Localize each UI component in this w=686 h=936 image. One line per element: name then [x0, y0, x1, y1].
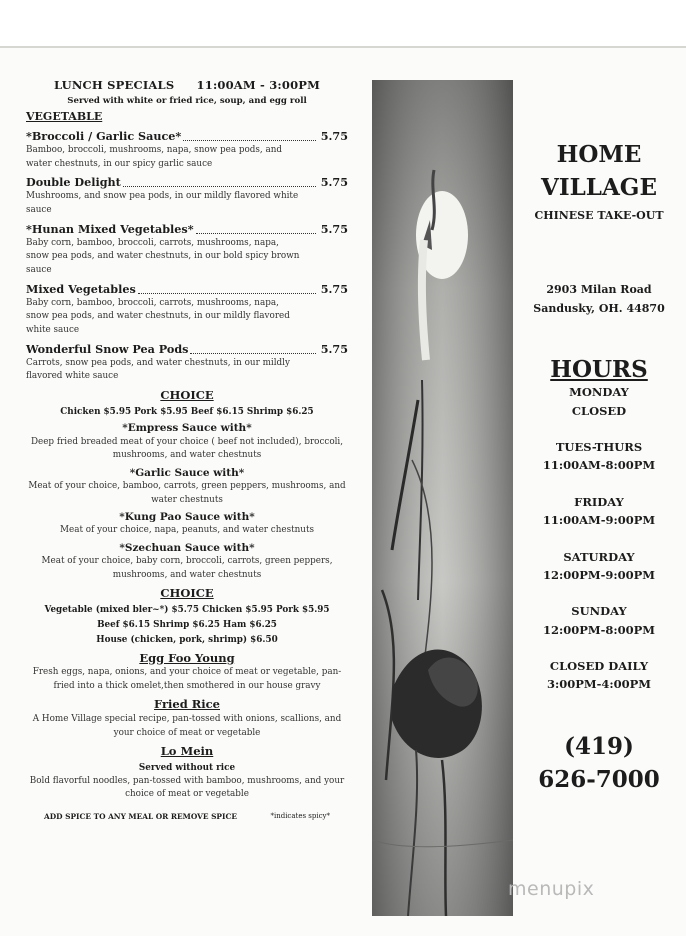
item-description: Baby corn, bamboo, broccoli, carrots, mushrooms, napa, snow pea pods, and water chestnuts, in our bold spicy brown sauce	[26, 237, 300, 276]
menu-item	[26, 282, 348, 297]
lunch-menu	[26, 78, 348, 822]
item-price: 5.75	[320, 221, 348, 236]
lo-mein-note: Served without rice	[138, 762, 236, 773]
sauce-name: *Kung Pao Sauce with*	[119, 511, 255, 524]
address-line-1: 2903 Milan Road	[546, 282, 652, 296]
menu-item	[26, 222, 348, 237]
choice-prices: Chicken $5.95 Pork $5.95 Beef $6.15 Shrimp $6.25	[60, 406, 314, 417]
hours-day: SUNDAY	[571, 604, 627, 619]
phone-number	[518, 730, 680, 797]
hours-time: 11:00AM-9:00PM	[542, 513, 656, 528]
leader-dots	[123, 186, 316, 187]
restaurant-subtitle: CHINESE TAKE-OUT	[534, 208, 664, 222]
item-description: Baby corn, bamboo, broccoli, carrots, mushrooms, napa, snow pea pods, and water chestnuts, in our mildly flavored white sauce	[26, 297, 290, 336]
item-price: 5.75	[320, 341, 348, 356]
choice-line: House (chicken, pork, shrimp) $6.50	[96, 634, 278, 645]
item-name: Mixed Vegetables	[26, 281, 136, 296]
hours-time: CLOSED	[571, 403, 627, 418]
phone-digits: 626-7000	[538, 766, 660, 794]
hours-time: 11:00AM-8:00PM	[542, 458, 656, 473]
lunch-header	[26, 78, 348, 94]
menu-item	[26, 342, 348, 357]
hours-entry	[518, 493, 680, 530]
egg-foo-young-title: Egg Foo Young	[139, 650, 235, 665]
lo-mein-description: Bold flavorful noodles, pan-tossed with bamboo, mushrooms, and your choice of meat or vegetable	[29, 775, 345, 800]
sauce-description: Meat of your choice, bamboo, carrots, green peppers, mushrooms, and water chestnuts	[28, 480, 346, 505]
hours-day: MONDAY	[569, 385, 629, 400]
menu-item	[26, 175, 348, 190]
phone-area-code: (419)	[564, 732, 634, 760]
sauce-name: *Empress Sauce with*	[122, 422, 252, 435]
name-line-2: VILLAGE	[541, 174, 657, 202]
address	[518, 280, 680, 319]
heron-artwork	[372, 80, 513, 916]
hours-day: TUES-THURS	[555, 439, 643, 454]
hours-entry	[518, 602, 680, 639]
hours-time: 12:00PM-9:00PM	[542, 567, 656, 582]
sauce-name: *Szechuan Sauce with*	[119, 542, 255, 555]
address-line-2: Sandusky, OH. 44870	[533, 301, 665, 315]
hours-time: 12:00PM-8:00PM	[542, 622, 656, 637]
hours-day: SATURDAY	[563, 549, 635, 564]
item-price: 5.75	[320, 128, 348, 143]
leader-dots	[183, 140, 316, 141]
leader-dots	[196, 233, 316, 234]
hours-entry	[518, 438, 680, 475]
item-name: *Hunan Mixed Vegetables*	[26, 221, 194, 236]
leader-dots	[190, 353, 316, 354]
item-description: Bamboo, broccoli, mushrooms, napa, snow pea pods, and water chestnuts, in our spicy garlic sauce	[26, 145, 283, 169]
vegetable-title: VEGETABLE	[26, 110, 103, 124]
hours-entry	[518, 657, 680, 694]
hours-day: CLOSED DAILY	[549, 659, 649, 674]
restaurant-info	[518, 138, 680, 797]
menupix-watermark: menupix	[508, 878, 595, 900]
spicy-legend: *indicates spicy*	[270, 811, 330, 820]
restaurant-name	[518, 138, 680, 205]
sauce-name: *Garlic Sauce with*	[129, 466, 245, 479]
lunch-title: LUNCH SPECIALS	[53, 78, 175, 92]
lunch-time: 11:00AM - 3:00PM	[196, 78, 321, 92]
spice-note: ADD SPICE TO ANY MEAL OR REMOVE SPICE	[44, 811, 237, 821]
top-band	[0, 0, 686, 46]
egg-foo-young-description: Fresh eggs, napa, onions, and your choice of meat or vegetable, pan-fried into a thick omelet,then smothered in our house gravy	[32, 667, 342, 691]
name-line-1: HOME	[556, 141, 642, 168]
item-description: Carrots, snow pea pods, and water chestnuts, in our mildly flavored white sauce	[26, 357, 290, 382]
menu-footer	[26, 812, 348, 822]
lunch-served-note: Served with white or fried rice, soup, and egg roll	[67, 95, 307, 106]
choice-title: CHOICE	[160, 586, 214, 601]
item-price: 5.75	[320, 175, 348, 190]
choice-title: CHOICE	[160, 388, 214, 402]
sauce-description: Meat of your choice, napa, peanuts, and water chestnuts	[59, 525, 314, 536]
hours-time: 3:00PM-4:00PM	[546, 677, 652, 692]
item-price: 5.75	[320, 281, 348, 296]
fried-rice-title: Fried Rice	[154, 697, 220, 712]
item-name: *Broccoli / Garlic Sauce*	[26, 128, 182, 143]
hours-entry	[518, 548, 680, 585]
leader-dots	[138, 293, 316, 294]
item-name: Wonderful Snow Pea Pods	[26, 341, 189, 356]
heron-painting	[372, 80, 513, 916]
fried-rice-description: A Home Village special recipe, pan-tossed with onions, scallions, and your choice of meat or vegetable	[32, 713, 342, 738]
sauce-description: Deep fried breaded meat of your choice ( beef not included), broccoli, mushrooms, and water chestnuts	[30, 436, 344, 461]
hours-entry	[518, 383, 680, 420]
page-edge	[0, 46, 686, 48]
choice-line: Beef $6.15 Shrimp $6.25 Ham $6.25	[97, 619, 277, 630]
hours-title: HOURS	[550, 356, 648, 384]
menu-item	[26, 129, 348, 144]
item-name: Double Delight	[26, 175, 121, 190]
hours-day: FRIDAY	[574, 494, 624, 509]
item-description: Mushrooms, and snow pea pods, in our mildly flavored white sauce	[26, 191, 299, 216]
sauce-description: Meat of your choice, baby corn, broccoli, carrots, green peppers, mushrooms, and water chestnuts	[41, 556, 333, 580]
lo-mein-title: Lo Mein	[160, 744, 214, 759]
choice-line: Vegetable (mixed bler~*) $5.75 Chicken $5.95 Pork $5.95	[44, 604, 330, 615]
